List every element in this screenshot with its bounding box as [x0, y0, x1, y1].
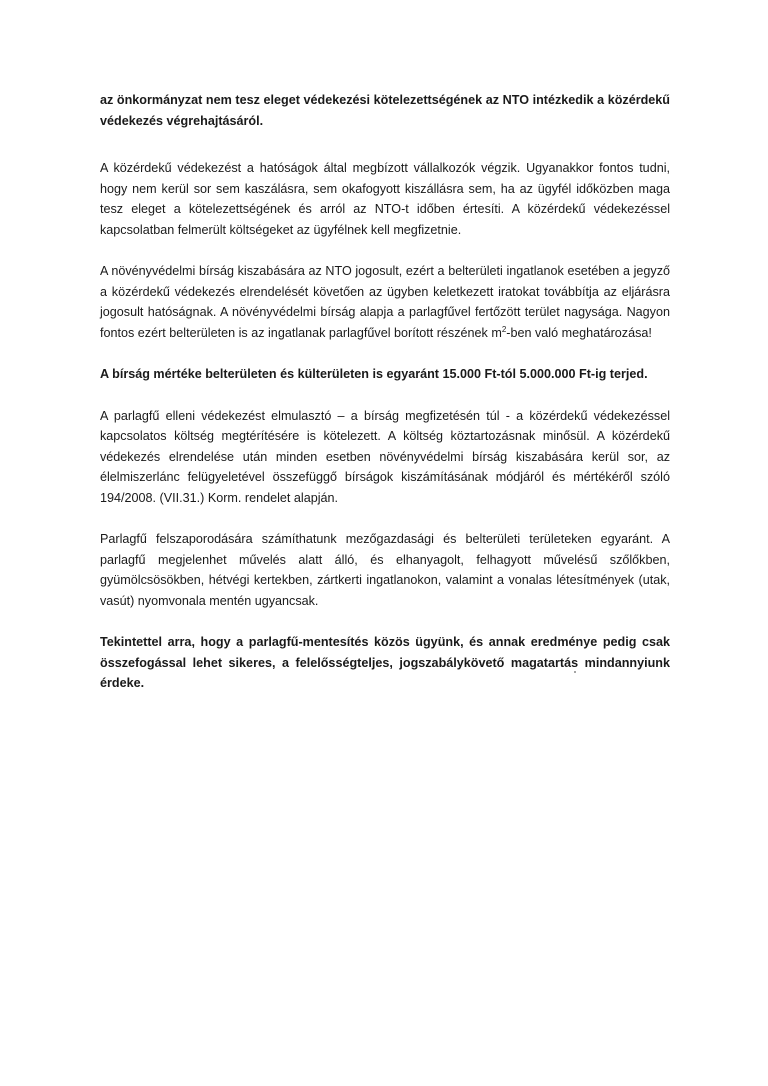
- paragraph-conclusion: Tekintettel arra, hogy a parlagfű-mentesítés közös ügyünk, és annak eredménye pedig csak összefogással lehet sikeres, a felelősségteljes, jogszabálykövető magatartás mindannyiunk érdeke.: [100, 635, 670, 690]
- paragraph-fine-authority-end: -ben való meghatározása!: [506, 325, 652, 340]
- paragraph-public-defense: A közérdekű védekezést a hatóságok által megbízott vállalkozók végzik. Ugyanakkor fontos tudni, hogy nem kerül sor sem kaszálásra, sem okafogyott kiszállásra sem, ha az ügyfél időközben maga tesz eleget a kötelezettségének és arról az NTO-t időben értesíti. A közérdekű védekezéssel kapcsolatban felmerült költségeket az ügyfélnek kell megfizetnie.: [100, 161, 670, 237]
- paragraph-occurrence: Parlagfű felszaporodására számíthatunk mezőgazdasági és belterületi területeken egyaránt. A parlagfű megjelenhet művelés alatt álló, és elhanyagolt, felhagyott művelésű szőlőkben, gyümölcsösökben, hétvégi kertekben, zártkerti ingatlanokon, valamint a vonalas létesítmények (utak, vasút) nyomvonala mentén ugyancsak.: [100, 532, 670, 608]
- paragraph-fine-authority-text: A növényvédelmi bírság kiszabására az NTO jogosult, ezért a belterületi ingatlanok esetében a jegyző a közérdekű védekezés elrendelését követően az ügyben keletkezett iratokat továbbítja az eljárásra jogosult hatóságnak. A növényvédelmi bírság alapja a parlagfűvel fertőzött terület nagysága. Nagyon fontos ezért belterületen is az ingatlanak parlagfűvel borított részének m: [100, 264, 670, 340]
- stray-mark: [574, 671, 576, 673]
- paragraph-fine-authority: [100, 261, 670, 343]
- paragraph-cost-obligation: A parlagfű elleni védekezést elmulasztó – a bírság megfizetésén túl - a közérdekű védekezéssel kapcsolatos költség megtérítésére is kötelezett. A költség köztartozásnak minősül. A közérdekű védekezés elrendelése után minden esetben növényvédelmi bírság kiszabására kerül sor, az élelmiszerlánc felügyeletével összefüggő bírságok kiszámításának módjáról és mértékéről szóló 194/2008. (VII.31.) Korm. rendelet alapján.: [100, 408, 670, 505]
- superscript-two: 2: [501, 324, 507, 334]
- document-page: [100, 90, 670, 694]
- paragraph-fine-amount: A bírság mértéke belterületen és külterületen is egyaránt 15.000 Ft-tól 5.000.000 Ft-ig terjed.: [100, 367, 648, 381]
- paragraph-intro: az önkormányzat nem tesz eleget védekezési kötelezettségének az NTO intézkedik a közérdekű védekezés végrehajtásáról.: [100, 93, 670, 128]
